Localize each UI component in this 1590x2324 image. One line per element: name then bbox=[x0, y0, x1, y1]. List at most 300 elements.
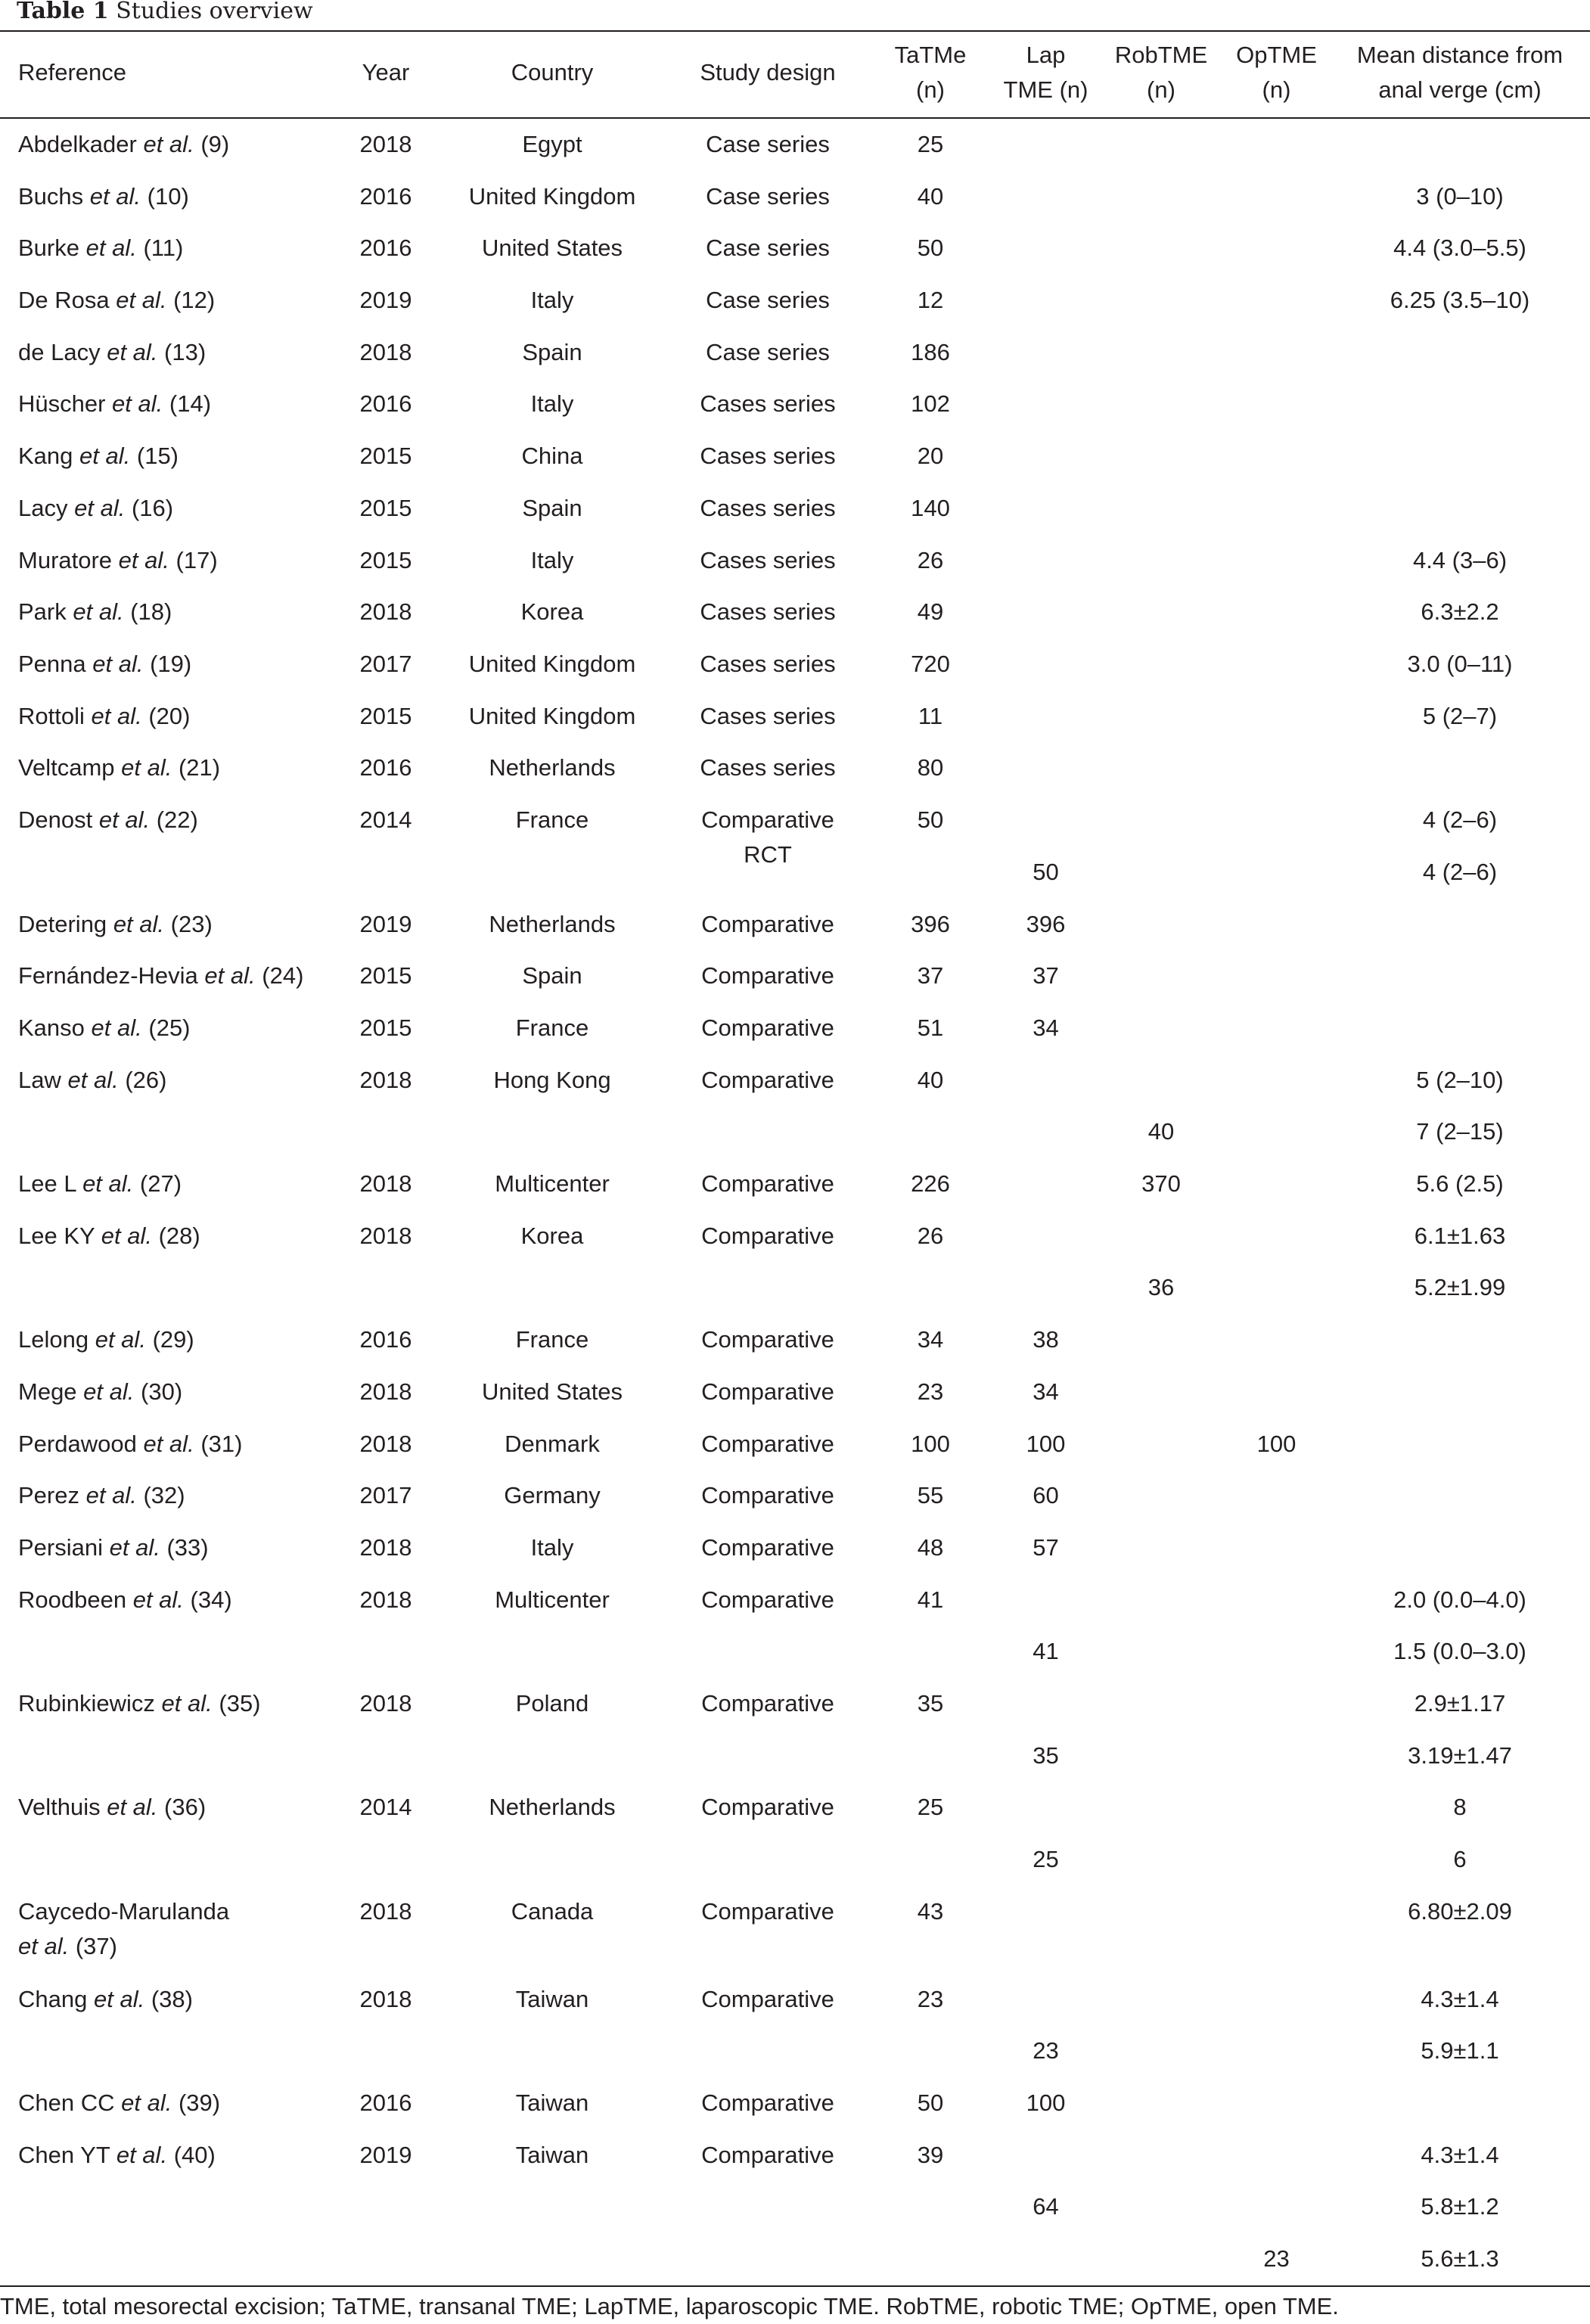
cell-study-design bbox=[666, 803, 870, 872]
cell-study-design: Comparative bbox=[701, 1067, 834, 1093]
cell-tatme: 55 bbox=[917, 1482, 944, 1508]
reference-citation: (30) bbox=[141, 1378, 183, 1405]
cell-study-design: Comparative bbox=[701, 1431, 834, 1457]
cell-country: United Kingdom bbox=[468, 703, 636, 729]
cell-mean-distance: 3.19±1.47 bbox=[1408, 1742, 1512, 1769]
cell-country: United States bbox=[481, 235, 623, 261]
reference-et-al: et al. bbox=[112, 390, 163, 417]
reference-citation: (29) bbox=[152, 1326, 194, 1353]
cell-study-design: Case series bbox=[706, 339, 830, 365]
reference-citation: (27) bbox=[139, 1170, 182, 1197]
cell-tatme: 23 bbox=[917, 1986, 944, 2012]
cell-robtme: 40 bbox=[1147, 1118, 1175, 1145]
reference-et-al: et al. bbox=[95, 1326, 146, 1353]
reference-citation: (39) bbox=[178, 2089, 221, 2116]
cell-mean-distance: 5.6 (2.5) bbox=[1416, 1170, 1504, 1197]
cell-mean-distance: 5.9±1.1 bbox=[1421, 2037, 1499, 2064]
cell-study-design: Cases series bbox=[700, 495, 836, 521]
cell-year: 2019 bbox=[359, 2142, 412, 2168]
header-rob-line1: RobTME bbox=[1114, 42, 1208, 68]
cell-lap-tme: 41 bbox=[1033, 1638, 1059, 1664]
reference-et-al: et al. bbox=[107, 1794, 158, 1820]
study-design-line2: RCT bbox=[744, 841, 792, 868]
reference-citation: (13) bbox=[164, 339, 207, 365]
reference-citation: (9) bbox=[200, 131, 230, 157]
cell-country: Italy bbox=[530, 1534, 574, 1561]
reference-author: Detering bbox=[18, 911, 107, 937]
cell-country: Netherlands bbox=[489, 1794, 616, 1820]
cell-lap-tme: 38 bbox=[1033, 1326, 1059, 1353]
cell-mean-distance: 6.3±2.2 bbox=[1421, 598, 1499, 625]
cell-mean-distance: 2.9±1.17 bbox=[1414, 1690, 1506, 1717]
reference-citation: (40) bbox=[173, 2142, 216, 2168]
cell-lap-tme: 25 bbox=[1033, 1846, 1059, 1872]
cell-year: 2015 bbox=[359, 495, 412, 521]
header-tatme-line1: TaTMe bbox=[894, 42, 967, 68]
reference-et-al: et al. bbox=[132, 1586, 184, 1613]
reference-author: Persiani bbox=[18, 1534, 103, 1561]
cell-study-design: Cases series bbox=[700, 703, 836, 729]
cell-tatme: 720 bbox=[911, 651, 950, 677]
cell-reference bbox=[18, 1530, 209, 1565]
cell-mean-distance: 5.6±1.3 bbox=[1421, 2245, 1499, 2272]
cell-country: Korea bbox=[520, 598, 584, 625]
cell-lap-tme: 34 bbox=[1033, 1378, 1059, 1405]
reference-et-al: et al. bbox=[91, 703, 142, 729]
cell-mean-distance: 3.0 (0–11) bbox=[1407, 651, 1513, 677]
reference-citation: (26) bbox=[125, 1067, 167, 1093]
cell-country: Canada bbox=[511, 1898, 594, 1925]
cell-tatme: 51 bbox=[917, 1014, 944, 1041]
reference-citation: (33) bbox=[166, 1534, 209, 1561]
cell-tatme: 50 bbox=[917, 2089, 944, 2116]
reference-author: Chen YT bbox=[18, 2142, 110, 2168]
reference-et-al: et al. bbox=[121, 754, 172, 781]
cell-mean-distance: 6 bbox=[1453, 1846, 1467, 1872]
reference-author: de Lacy bbox=[18, 339, 101, 365]
reference-citation: (31) bbox=[200, 1431, 243, 1457]
cell-reference bbox=[18, 595, 172, 629]
cell-study-design: Cases series bbox=[700, 443, 836, 469]
cell-year: 2015 bbox=[359, 1014, 412, 1041]
reference-et-al: et al. bbox=[91, 1014, 142, 1041]
cell-study-design: Cases series bbox=[700, 390, 836, 417]
reference-citation: (36) bbox=[164, 1794, 207, 1820]
cell-country: Egypt bbox=[522, 131, 582, 157]
reference-citation: (22) bbox=[156, 806, 198, 833]
table-bottom-rule bbox=[0, 2285, 1590, 2287]
cell-tatme: 50 bbox=[917, 235, 944, 261]
table-caption-title: Studies overview bbox=[116, 0, 313, 24]
cell-tatme: 48 bbox=[917, 1534, 944, 1561]
reference-author: Abdelkader bbox=[18, 131, 137, 157]
cell-country: Germany bbox=[504, 1482, 601, 1508]
cell-country: Netherlands bbox=[489, 754, 616, 781]
cell-tatme: 20 bbox=[917, 443, 944, 469]
cell-year: 2018 bbox=[359, 1986, 412, 2012]
cell-tatme: 11 bbox=[918, 703, 943, 729]
cell-mean-distance: 8 bbox=[1453, 1794, 1467, 1820]
cell-year: 2016 bbox=[359, 390, 412, 417]
cell-tatme: 26 bbox=[917, 1223, 944, 1249]
cell-reference bbox=[18, 1894, 229, 1964]
reference-author: Chen CC bbox=[18, 2089, 115, 2116]
cell-mean-distance: 1.5 (0.0–3.0) bbox=[1393, 1638, 1526, 1664]
cell-reference bbox=[18, 283, 215, 318]
cell-mean-distance: 5 (2–7) bbox=[1422, 703, 1498, 729]
reference-et-al: et al. bbox=[82, 1170, 134, 1197]
reference-et-al: et al. bbox=[121, 2089, 172, 2116]
reference-author: Perez bbox=[18, 1482, 79, 1508]
cell-study-design: Comparative bbox=[701, 1898, 834, 1925]
cell-country: United States bbox=[481, 1378, 623, 1405]
cell-year: 2016 bbox=[359, 2089, 412, 2116]
cell-tatme: 186 bbox=[911, 339, 950, 365]
cell-country: Spain bbox=[522, 495, 582, 521]
cell-tatme: 39 bbox=[917, 2142, 944, 2168]
cell-tatme: 41 bbox=[917, 1586, 944, 1613]
reference-et-al: et al. bbox=[109, 1534, 160, 1561]
reference-author: Denost bbox=[18, 806, 93, 833]
cell-reference bbox=[18, 1322, 194, 1357]
reference-author: Rubinkiewicz bbox=[18, 1690, 155, 1717]
reference-author: Kanso bbox=[18, 1014, 85, 1041]
cell-reference bbox=[18, 1790, 206, 1825]
cell-country: Multicenter bbox=[495, 1170, 610, 1197]
reference-author: Penna bbox=[18, 651, 86, 677]
cell-lap-tme: 100 bbox=[1026, 1431, 1066, 1457]
cell-mean-distance: 6.25 (3.5–10) bbox=[1390, 287, 1530, 313]
cell-mean-distance: 6.1±1.63 bbox=[1414, 1223, 1506, 1249]
cell-study-design: Cases series bbox=[700, 598, 836, 625]
cell-reference bbox=[18, 803, 198, 837]
reference-et-al: et al. bbox=[204, 962, 256, 989]
cell-lap-tme: 50 bbox=[1033, 859, 1059, 885]
cell-year: 2018 bbox=[359, 1534, 412, 1561]
cell-study-design: Comparative bbox=[701, 2142, 834, 2168]
cell-mean-distance: 4.3±1.4 bbox=[1421, 2142, 1499, 2168]
cell-study-design: Comparative bbox=[701, 1586, 834, 1613]
cell-mean-distance: 4.3±1.4 bbox=[1421, 1986, 1499, 2012]
cell-lap-tme: 57 bbox=[1033, 1534, 1059, 1561]
header-lap-line1: Lap bbox=[1026, 42, 1066, 68]
reference-author: Muratore bbox=[18, 547, 113, 573]
cell-mean-distance: 6.80±2.09 bbox=[1408, 1898, 1512, 1925]
cell-country: France bbox=[515, 1326, 589, 1353]
study-design-line1: Comparative bbox=[701, 806, 834, 833]
reference-author: Mege bbox=[18, 1378, 77, 1405]
cell-country: France bbox=[515, 1014, 589, 1041]
reference-author: Lelong bbox=[18, 1326, 89, 1353]
reference-author: Park bbox=[18, 598, 67, 625]
cell-year: 2016 bbox=[359, 1326, 412, 1353]
cell-study-design: Comparative bbox=[701, 1794, 834, 1820]
cell-study-design: Comparative bbox=[701, 1378, 834, 1405]
header-op-line1: OpTME bbox=[1236, 42, 1317, 68]
cell-lap-tme: 100 bbox=[1026, 2089, 1066, 2116]
table-caption-label: Table 1 bbox=[17, 0, 109, 24]
reference-et-al: et al. bbox=[85, 1482, 137, 1508]
cell-year: 2016 bbox=[359, 235, 412, 261]
cell-tatme: 396 bbox=[911, 911, 950, 937]
cell-mean-distance: 5 (2–10) bbox=[1416, 1067, 1504, 1093]
cell-mean-distance: 5.8±1.2 bbox=[1421, 2193, 1499, 2220]
cell-study-design: Case series bbox=[706, 183, 830, 210]
reference-author: Veltcamp bbox=[18, 754, 115, 781]
cell-tatme: 49 bbox=[917, 598, 944, 625]
reference-et-al: et al. bbox=[161, 1690, 213, 1717]
reference-author: Fernández-Hevia bbox=[18, 962, 198, 989]
cell-lap-tme: 34 bbox=[1033, 1014, 1059, 1041]
cell-country: Denmark bbox=[505, 1431, 600, 1457]
cell-tatme: 43 bbox=[917, 1898, 944, 1925]
cell-reference bbox=[18, 1219, 200, 1254]
reference-citation: (34) bbox=[190, 1586, 232, 1613]
cell-country: United Kingdom bbox=[468, 183, 636, 210]
cell-tatme: 102 bbox=[911, 390, 950, 417]
table-caption bbox=[17, 0, 313, 27]
cell-study-design: Comparative bbox=[701, 1690, 834, 1717]
reference-et-al: et al. bbox=[101, 1223, 152, 1249]
cell-tatme: 140 bbox=[911, 495, 950, 521]
reference-citation: (10) bbox=[147, 183, 189, 210]
cell-optme: 100 bbox=[1256, 1431, 1297, 1457]
cell-study-design: Comparative bbox=[701, 1223, 834, 1249]
cell-reference bbox=[18, 1063, 166, 1098]
cell-tatme: 100 bbox=[911, 1431, 950, 1457]
cell-reference bbox=[18, 491, 173, 526]
reference-author: Burke bbox=[18, 235, 79, 261]
header-lap-line2: TME (n) bbox=[1003, 76, 1088, 103]
cell-country: Taiwan bbox=[515, 2089, 589, 2116]
cell-year: 2015 bbox=[359, 547, 412, 573]
reference-citation: (14) bbox=[169, 390, 212, 417]
cell-year: 2018 bbox=[359, 1586, 412, 1613]
cell-reference bbox=[18, 647, 191, 682]
cell-study-design: Comparative bbox=[701, 1534, 834, 1561]
cell-year: 2019 bbox=[359, 287, 412, 313]
reference-author: Roodbeen bbox=[18, 1586, 127, 1613]
cell-mean-distance: 4.4 (3.0–5.5) bbox=[1393, 235, 1526, 261]
table-header-rule bbox=[0, 117, 1590, 119]
reference-author: Hüscher bbox=[18, 390, 113, 417]
cell-year: 2016 bbox=[359, 754, 412, 781]
cell-country: Spain bbox=[522, 962, 582, 989]
cell-tatme: 25 bbox=[917, 1794, 944, 1820]
cell-lap-tme: 37 bbox=[1033, 962, 1059, 989]
reference-author: Law bbox=[18, 1067, 61, 1093]
cell-study-design: Comparative bbox=[701, 1170, 834, 1197]
cell-reference bbox=[18, 2086, 220, 2120]
reference-citation: (25) bbox=[148, 1014, 191, 1041]
cell-reference bbox=[18, 750, 220, 785]
cell-study-design: Cases series bbox=[700, 547, 836, 573]
cell-year: 2015 bbox=[359, 443, 412, 469]
cell-tatme: 26 bbox=[917, 547, 944, 573]
cell-country: Korea bbox=[520, 1223, 584, 1249]
cell-country: Italy bbox=[530, 547, 574, 573]
header-dist-line1: Mean distance from bbox=[1356, 42, 1564, 68]
reference-author: Lee KY bbox=[18, 1223, 95, 1249]
cell-robtme: 370 bbox=[1141, 1170, 1181, 1197]
cell-tatme: 34 bbox=[917, 1326, 944, 1353]
reference-citation: (12) bbox=[173, 287, 216, 313]
cell-mean-distance: 2.0 (0.0–4.0) bbox=[1393, 1586, 1526, 1613]
cell-year: 2017 bbox=[359, 651, 412, 677]
reference-et-al: et al. bbox=[93, 1986, 145, 2012]
cell-study-design: Comparative bbox=[701, 1014, 834, 1041]
cell-reference bbox=[18, 387, 211, 421]
reference-et-al: et al. bbox=[116, 2142, 168, 2168]
cell-country: China bbox=[521, 443, 583, 469]
cell-study-design: Cases series bbox=[700, 754, 836, 781]
cell-country: Taiwan bbox=[515, 1986, 589, 2012]
cell-reference bbox=[18, 335, 206, 370]
cell-reference bbox=[18, 1167, 182, 1201]
cell-year: 2018 bbox=[359, 1378, 412, 1405]
cell-mean-distance: 4 (2–6) bbox=[1422, 806, 1498, 833]
reference-citation: (11) bbox=[143, 235, 184, 261]
reference-et-al: et al. bbox=[79, 443, 131, 469]
cell-year: 2018 bbox=[359, 598, 412, 625]
header-robtme bbox=[1104, 38, 1218, 107]
cell-tatme: 12 bbox=[917, 287, 944, 313]
header-study-design: Study design bbox=[700, 59, 836, 85]
reference-citation: (15) bbox=[136, 443, 179, 469]
header-reference: Reference bbox=[18, 59, 127, 85]
reference-et-al: et al. bbox=[67, 1067, 119, 1093]
cell-reference bbox=[18, 1982, 193, 2017]
header-year: Year bbox=[362, 59, 410, 85]
header-dist-line2: anal verge (cm) bbox=[1378, 76, 1542, 103]
reference-et-al: et al. bbox=[74, 495, 126, 521]
header-optme bbox=[1222, 38, 1331, 107]
cell-mean-distance: 3 (0–10) bbox=[1416, 183, 1504, 210]
cell-year: 2015 bbox=[359, 703, 412, 729]
header-country: Country bbox=[511, 59, 594, 85]
cell-year: 2018 bbox=[359, 1223, 412, 1249]
reference-et-al: et al. bbox=[85, 235, 137, 261]
cell-lap-tme: 64 bbox=[1033, 2193, 1059, 2220]
cell-year: 2018 bbox=[359, 339, 412, 365]
cell-study-design: Cases series bbox=[700, 651, 836, 677]
reference-author: Rottoli bbox=[18, 703, 85, 729]
cell-tatme: 37 bbox=[917, 962, 944, 989]
cell-country: Netherlands bbox=[489, 911, 616, 937]
reference-author: De Rosa bbox=[18, 287, 110, 313]
reference-author: Perdawood bbox=[18, 1431, 137, 1457]
reference-et-al: et al. bbox=[89, 183, 141, 210]
reference-citation: (38) bbox=[151, 1986, 193, 2012]
cell-study-design: Comparative bbox=[701, 1482, 834, 1508]
reference-author: Lacy bbox=[18, 495, 68, 521]
cell-reference bbox=[18, 1583, 232, 1617]
cell-reference bbox=[18, 231, 183, 266]
reference-citation: (23) bbox=[170, 911, 213, 937]
cell-reference bbox=[18, 1686, 261, 1721]
reference-author: Buchs bbox=[18, 183, 84, 210]
reference-citation: (16) bbox=[131, 495, 174, 521]
cell-country: Hong Kong bbox=[493, 1067, 611, 1093]
cell-lap-tme: 60 bbox=[1033, 1482, 1059, 1508]
reference-citation: (37) bbox=[75, 1933, 117, 1959]
cell-country: Spain bbox=[522, 339, 582, 365]
cell-year: 2016 bbox=[359, 183, 412, 210]
reference-author: Lee L bbox=[18, 1170, 76, 1197]
reference-et-al: et al. bbox=[73, 598, 124, 625]
cell-reference bbox=[18, 1011, 191, 1045]
cell-study-design: Comparative bbox=[701, 911, 834, 937]
cell-country: United Kingdom bbox=[468, 651, 636, 677]
cell-study-design: Comparative bbox=[701, 1986, 834, 2012]
reference-citation: (19) bbox=[150, 651, 192, 677]
cell-lap-tme: 23 bbox=[1033, 2037, 1059, 2064]
header-lap-tme bbox=[991, 38, 1101, 107]
cell-country: Multicenter bbox=[495, 1586, 610, 1613]
reference-et-al: et al. bbox=[143, 131, 194, 157]
cell-year: 2018 bbox=[359, 1431, 412, 1457]
reference-citation: (18) bbox=[130, 598, 172, 625]
cell-year: 2018 bbox=[359, 1898, 412, 1925]
cell-lap-tme: 396 bbox=[1026, 911, 1066, 937]
table-footnote: TME, total mesorectal excision; TaTME, transanal TME; LapTME, laparoscopic TME. RobTME, robotic TME; OpTME, open TME. bbox=[0, 2293, 1339, 2319]
cell-tatme: 25 bbox=[917, 131, 944, 157]
cell-mean-distance: 7 (2–15) bbox=[1416, 1118, 1504, 1145]
reference-citation: (32) bbox=[143, 1482, 185, 1508]
reference-et-al: et al. bbox=[116, 287, 167, 313]
reference-citation: (20) bbox=[148, 703, 191, 729]
cell-study-design: Comparative bbox=[701, 962, 834, 989]
cell-tatme: 23 bbox=[917, 1378, 944, 1405]
cell-country: France bbox=[515, 806, 589, 833]
cell-robtme: 36 bbox=[1147, 1274, 1175, 1300]
cell-year: 2018 bbox=[359, 131, 412, 157]
cell-reference bbox=[18, 439, 179, 474]
reference-et-al: et al. bbox=[98, 806, 151, 833]
cell-reference bbox=[18, 699, 190, 734]
cell-year: 2018 bbox=[359, 1690, 412, 1717]
reference-citation: (17) bbox=[175, 547, 218, 573]
cell-reference bbox=[18, 179, 189, 214]
cell-lap-tme: 35 bbox=[1033, 1742, 1059, 1769]
cell-reference bbox=[18, 543, 218, 578]
reference-author: Kang bbox=[18, 443, 73, 469]
reference-citation: (24) bbox=[262, 962, 304, 989]
cell-mean-distance: 4 (2–6) bbox=[1422, 859, 1498, 885]
reference-et-al: et al. bbox=[83, 1378, 135, 1405]
header-tatme bbox=[877, 38, 983, 107]
cell-study-design: Case series bbox=[706, 287, 830, 313]
reference-et-al: et al. bbox=[118, 547, 169, 573]
cell-year: 2018 bbox=[359, 1170, 412, 1197]
reference-author: Velthuis bbox=[18, 1794, 101, 1820]
cell-mean-distance: 4.4 (3–6) bbox=[1412, 547, 1508, 573]
header-rob-line2: (n) bbox=[1147, 76, 1175, 103]
cell-tatme: 80 bbox=[917, 754, 944, 781]
reference-et-al: et al. bbox=[107, 339, 158, 365]
cell-year: 2014 bbox=[359, 806, 412, 833]
cell-year: 2017 bbox=[359, 1482, 412, 1508]
cell-year: 2015 bbox=[359, 962, 412, 989]
cell-year: 2014 bbox=[359, 1794, 412, 1820]
cell-tatme: 40 bbox=[917, 1067, 944, 1093]
cell-tatme: 35 bbox=[917, 1690, 944, 1717]
reference-author: Chang bbox=[18, 1986, 88, 2012]
cell-reference bbox=[18, 958, 303, 993]
cell-reference bbox=[18, 1478, 185, 1513]
cell-study-design: Comparative bbox=[701, 2089, 834, 2116]
reference-et-al: et al. bbox=[92, 651, 144, 677]
